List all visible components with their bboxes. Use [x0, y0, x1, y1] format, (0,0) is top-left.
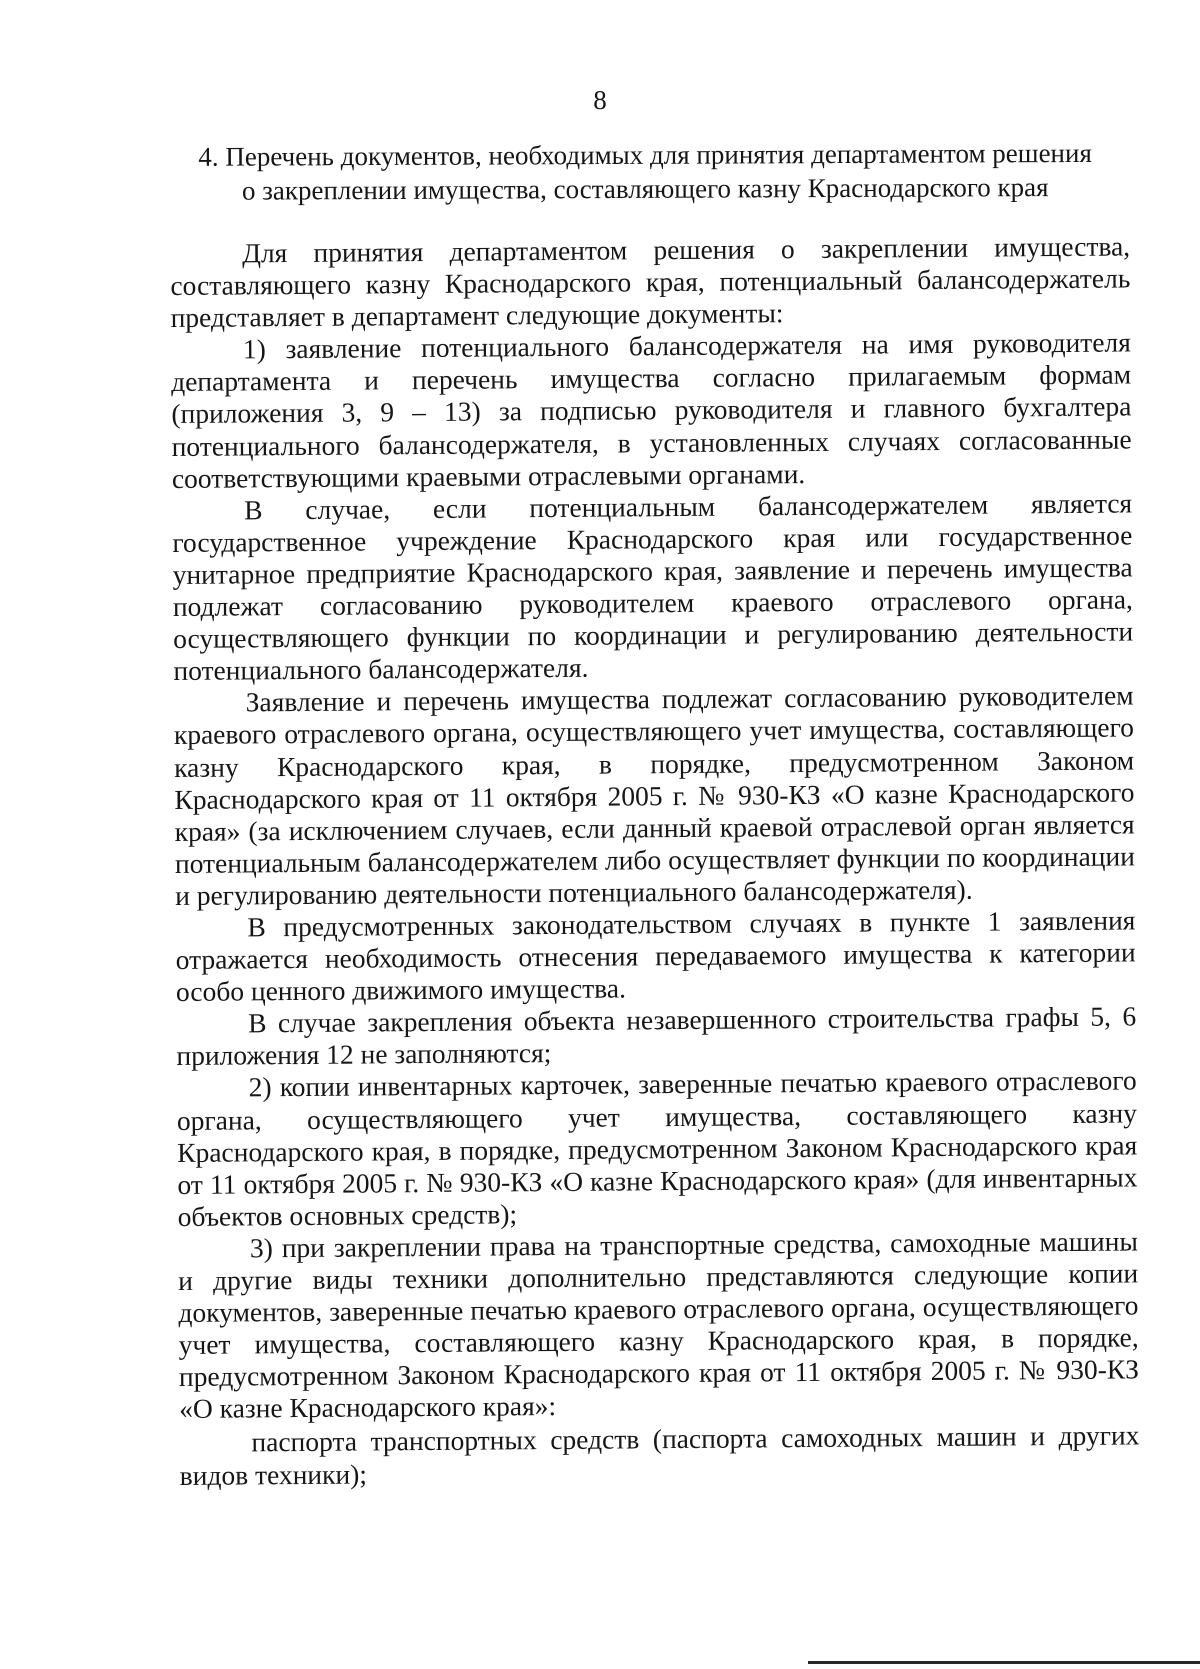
paragraph-intro: Для принятия департаментом решения о закреплении имущества, составляющего казну Краснодарского края, потенциальный балансодержатель представляет в департамент следующие документы: — [170, 230, 1131, 334]
paragraph-state-institution-case: В случае, если потенциальным балансодержателем является государственное учреждение Краснодарского края или государственное унитарное предприятие Краснодарского края, заявление и перечень имущества подлежат согласованию руководителем краевого отраслевого органа, осуществляющего функции по координации и регулированию деятельности потенциального балансодержателя. — [172, 487, 1134, 687]
document-body — [170, 230, 1140, 1491]
section-heading — [150, 136, 1140, 208]
paragraph-unfinished-construction: В случае закрепления объекта незавершенного строительства графы 5, 6 приложения 12 не заполняются; — [176, 1000, 1137, 1072]
paragraph-vehicle-passports: паспорта транспортных средств (паспорта самоходных машин и других видов техники); — [179, 1419, 1140, 1491]
scan-edge-line — [808, 1661, 1200, 1664]
section-heading-line: 4. Перечень документов, необходимых для принятия департаментом решения — [198, 137, 1092, 172]
paragraph-valuable-property: В предусмотренных законодательством случаях в пункте 1 заявления отражается необходимость отнесения передаваемого имущества к категории особо ценного движимого имущества. — [175, 904, 1136, 1008]
paragraph-item-1-application: 1) заявление потенциального балансодержателя на имя руководителя департамента и перечень имущества согласно прилагаемым формам (приложения 3, 9 – 13) за подписью руководителя и главного бухгалтера потенциального балансодержателя, в установленных случаях согласованные соответствующими краевыми отраслевыми органами. — [171, 326, 1132, 494]
paragraph-approval-procedure: Заявление и перечень имущества подлежат согласованию руководителем краевого отраслевого органа, осуществляющего учет имущества, составляющего казну Краснодарского края, в порядке, предусмотренном Законом Краснодарского края от 11 октября 2005 г. № 930-КЗ «О казне Краснодарского края» (за исключением случаев, если данный краевой отраслевой орган является потенциальным балансодержателем либо осуществляет функции по координации и регулированию деятельности потенциального балансодержателя). — [173, 679, 1136, 911]
paragraph-item-2-inventory-cards: 2) копии инвентарных карточек, заверенные печатью краевого отраслевого органа, осуществляющего учет имущества, составляющего казну Краснодарского края, в порядке, предусмотренном Законом Краснодарского края от 11 октября 2005 г. № 930-КЗ «О казне Краснодарского края» (для инвентарных объектов основных средств); — [176, 1064, 1138, 1232]
page-number: 8 — [593, 85, 607, 115]
section-heading-line: о закреплении имущества, составляющего казну Краснодарского края — [241, 172, 1049, 206]
paragraph-item-3-vehicles: 3) при закреплении права на транспортные средства, самоходные машины и другие виды техники дополнительно представляются следующие копии документов, заверенные печатью краевого отраслевого органа, осуществляющего учет имущества, составляющего казну Краснодарского края, в порядке, предусмотренном Законом Краснодарского края от 11 октября 2005 г. № 930-КЗ «О казне Краснодарского края»: — [178, 1225, 1140, 1425]
